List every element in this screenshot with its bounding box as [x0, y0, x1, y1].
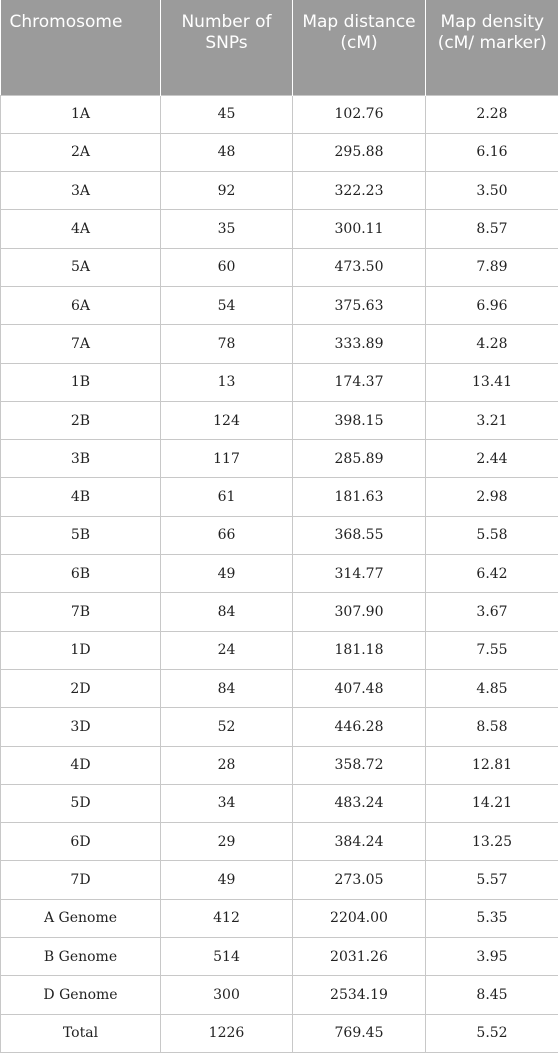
map-distance-cell: 368.55 — [293, 516, 426, 554]
map-density-cell: 6.42 — [426, 555, 558, 593]
map-distance-cell: 2534.19 — [293, 976, 426, 1014]
header-chromosome: Chromosome — [1, 0, 161, 95]
map-density-cell: 6.16 — [426, 133, 558, 171]
map-distance-cell: 375.63 — [293, 286, 426, 324]
table-row — [1, 746, 558, 784]
table-row — [1, 248, 558, 286]
snp-count-cell: 84 — [161, 593, 293, 631]
chromosome-cell: 6D — [1, 823, 161, 861]
table-row — [1, 363, 558, 401]
map-density-cell: 3.50 — [426, 172, 558, 210]
map-distance-cell: 295.88 — [293, 133, 426, 171]
snp-count-cell: 35 — [161, 210, 293, 248]
map-distance-cell: 102.76 — [293, 95, 426, 133]
table-row — [1, 823, 558, 861]
table-row — [1, 784, 558, 822]
table-row — [1, 899, 558, 937]
map-distance-cell: 181.63 — [293, 478, 426, 516]
header-map-distance: Map distance (cM) — [293, 0, 426, 95]
chromosome-cell: B Genome — [1, 938, 161, 976]
table-row — [1, 976, 558, 1014]
chromosome-cell: 1B — [1, 363, 161, 401]
snp-count-cell: 29 — [161, 823, 293, 861]
chromosome-cell: 3A — [1, 172, 161, 210]
map-distance-cell: 358.72 — [293, 746, 426, 784]
table-row — [1, 325, 558, 363]
snp-count-cell: 66 — [161, 516, 293, 554]
table-body — [1, 95, 558, 1052]
snp-count-cell: 54 — [161, 286, 293, 324]
snp-count-cell: 84 — [161, 669, 293, 707]
map-density-cell: 4.28 — [426, 325, 558, 363]
map-density-cell: 13.41 — [426, 363, 558, 401]
map-distance-cell: 446.28 — [293, 708, 426, 746]
table-row — [1, 593, 558, 631]
map-density-cell: 2.44 — [426, 440, 558, 478]
map-density-cell: 8.57 — [426, 210, 558, 248]
map-density-cell: 12.81 — [426, 746, 558, 784]
map-density-cell: 2.28 — [426, 95, 558, 133]
header-map-density: Map density (cM/ marker) — [426, 0, 558, 95]
map-density-cell: 7.55 — [426, 631, 558, 669]
header-number-of-snps: Number of SNPs — [161, 0, 293, 95]
map-distance-cell: 285.89 — [293, 440, 426, 478]
map-density-cell: 13.25 — [426, 823, 558, 861]
chromosome-cell: 2D — [1, 669, 161, 707]
snp-count-cell: 78 — [161, 325, 293, 363]
map-density-cell: 6.96 — [426, 286, 558, 324]
chromosome-cell: 6A — [1, 286, 161, 324]
map-distance-cell: 322.23 — [293, 172, 426, 210]
map-density-cell: 3.95 — [426, 938, 558, 976]
map-density-cell: 8.45 — [426, 976, 558, 1014]
map-distance-cell: 2031.26 — [293, 938, 426, 976]
chromosome-cell: 4A — [1, 210, 161, 248]
chromosome-cell: 7B — [1, 593, 161, 631]
map-distance-cell: 483.24 — [293, 784, 426, 822]
map-density-cell: 8.58 — [426, 708, 558, 746]
table-row — [1, 938, 558, 976]
table-row — [1, 861, 558, 899]
map-distance-cell: 407.48 — [293, 669, 426, 707]
snp-count-cell: 514 — [161, 938, 293, 976]
map-distance-cell: 174.37 — [293, 363, 426, 401]
map-density-cell: 7.89 — [426, 248, 558, 286]
chromosome-cell: 5D — [1, 784, 161, 822]
snp-count-cell: 124 — [161, 401, 293, 439]
chromosome-cell: Total — [1, 1014, 161, 1052]
map-density-cell: 3.67 — [426, 593, 558, 631]
table-header — [1, 0, 558, 95]
table-row — [1, 1014, 558, 1052]
map-density-cell: 5.52 — [426, 1014, 558, 1052]
map-density-cell: 5.57 — [426, 861, 558, 899]
snp-count-cell: 49 — [161, 555, 293, 593]
map-distance-cell: 2204.00 — [293, 899, 426, 937]
chromosome-cell: 7D — [1, 861, 161, 899]
snp-count-cell: 34 — [161, 784, 293, 822]
snp-count-cell: 48 — [161, 133, 293, 171]
map-distance-cell: 300.11 — [293, 210, 426, 248]
header-row — [1, 0, 558, 95]
map-distance-cell: 181.18 — [293, 631, 426, 669]
snp-count-cell: 1226 — [161, 1014, 293, 1052]
snp-count-cell: 49 — [161, 861, 293, 899]
snp-count-cell: 13 — [161, 363, 293, 401]
table-row — [1, 555, 558, 593]
map-distance-cell: 314.77 — [293, 555, 426, 593]
map-distance-cell: 384.24 — [293, 823, 426, 861]
table-row — [1, 478, 558, 516]
chromosome-cell: 2A — [1, 133, 161, 171]
chromosome-cell: A Genome — [1, 899, 161, 937]
snp-count-cell: 117 — [161, 440, 293, 478]
snp-count-cell: 300 — [161, 976, 293, 1014]
map-distance-cell: 769.45 — [293, 1014, 426, 1052]
table-row — [1, 286, 558, 324]
table-row — [1, 708, 558, 746]
snp-count-cell: 45 — [161, 95, 293, 133]
table-row — [1, 210, 558, 248]
chromosome-cell: 4B — [1, 478, 161, 516]
table-row — [1, 516, 558, 554]
table-row — [1, 401, 558, 439]
map-distance-cell: 473.50 — [293, 248, 426, 286]
chromosome-cell: 6B — [1, 555, 161, 593]
map-density-cell: 3.21 — [426, 401, 558, 439]
chromosome-cell: 1D — [1, 631, 161, 669]
table-row — [1, 172, 558, 210]
table-row — [1, 631, 558, 669]
table-row — [1, 95, 558, 133]
snp-count-cell: 61 — [161, 478, 293, 516]
map-density-cell: 4.85 — [426, 669, 558, 707]
snp-count-cell: 60 — [161, 248, 293, 286]
map-density-cell: 5.35 — [426, 899, 558, 937]
map-distance-cell: 333.89 — [293, 325, 426, 363]
chromosome-cell: 5B — [1, 516, 161, 554]
chromosome-cell: 2B — [1, 401, 161, 439]
snp-count-cell: 28 — [161, 746, 293, 784]
map-distance-cell: 307.90 — [293, 593, 426, 631]
chromosome-cell: 3B — [1, 440, 161, 478]
table-row — [1, 133, 558, 171]
chromosome-cell: 1A — [1, 95, 161, 133]
snp-count-cell: 52 — [161, 708, 293, 746]
chromosome-cell: 5A — [1, 248, 161, 286]
map-density-cell: 5.58 — [426, 516, 558, 554]
table-row — [1, 669, 558, 707]
chromosome-cell: D Genome — [1, 976, 161, 1014]
table-row — [1, 440, 558, 478]
map-distance-cell: 273.05 — [293, 861, 426, 899]
snp-count-cell: 24 — [161, 631, 293, 669]
map-distance-cell: 398.15 — [293, 401, 426, 439]
chromosome-cell: 3D — [1, 708, 161, 746]
snp-count-cell: 412 — [161, 899, 293, 937]
map-density-cell: 14.21 — [426, 784, 558, 822]
snp-count-cell: 92 — [161, 172, 293, 210]
map-density-cell: 2.98 — [426, 478, 558, 516]
chromosome-cell: 7A — [1, 325, 161, 363]
chromosome-cell: 4D — [1, 746, 161, 784]
